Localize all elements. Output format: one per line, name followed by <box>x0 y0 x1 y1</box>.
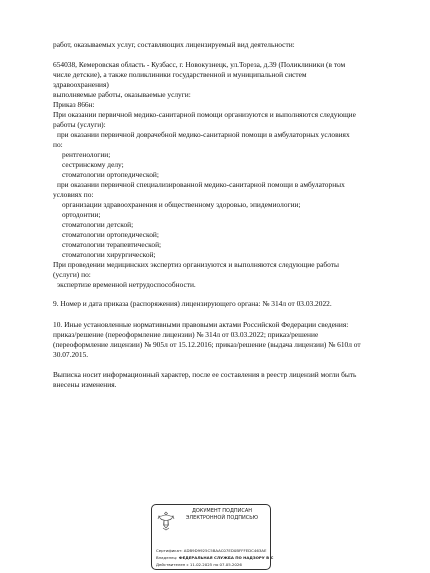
stamp-title-line: ЭЛЕКТРОННОЙ ПОДПИСЬЮ <box>185 514 259 521</box>
stamp-owner <box>156 555 273 560</box>
stamp-validity: Действителен с 11.02.2025 по 07.05.2026 <box>156 562 242 567</box>
body-line: работы (услуги): <box>53 120 106 129</box>
list-item: рентгенологии; <box>62 150 111 159</box>
list-item: стоматологии ортопедической; <box>62 230 159 239</box>
stamp-title <box>176 508 268 521</box>
list-item: ортодонтии; <box>62 210 101 219</box>
stamp-certificate <box>156 548 266 553</box>
body-line: при оказании первичной доврачебной медико-санитарной помощи в амбулаторных условиях <box>57 130 350 139</box>
list-item: сестринскому делу; <box>62 160 124 169</box>
body-line: При проведении медицинских экспертиз организуются и выполняются следующие работы <box>53 260 339 269</box>
list-item: экспертизе временной нетрудоспособности. <box>57 280 196 289</box>
list-item: организации здравоохранения и общественному здоровью, эпидемиологии; <box>62 200 301 209</box>
other-info-line: (переоформление лицензии) № 905л от 15.12.2016; приказ/решение (выдача лицензии) № 610л от <box>53 340 361 349</box>
works-heading: выполняемые работы, оказываемые услуги: <box>53 90 191 99</box>
body-line: При оказании первичной медико-санитарной помощи организуются и выполняются следующие <box>53 110 356 119</box>
owner-label: Владелец: <box>156 555 178 560</box>
disclaimer-line: внесены изменения. <box>53 380 117 389</box>
disclaimer-line: Выписка носит информационный характер, после ее составления в реестр лицензий могли быть <box>53 370 357 379</box>
owner-value: ФЕДЕРАЛЬНАЯ СЛУЖБА ПО НАДЗОРУ В С <box>178 555 274 560</box>
certificate-label: Сертификат: <box>156 548 183 553</box>
other-info-line: 10. Иные установленные нормативными правовыми актами Российской Федерации сведения: <box>53 320 349 329</box>
stamp-title-line: ДОКУМЕНТ ПОДПИСАН <box>191 508 253 514</box>
body-line: по: <box>53 140 63 149</box>
eagle-emblem-icon <box>157 510 175 532</box>
electronic-signature-stamp <box>151 504 274 570</box>
address-line: здравоохранения) <box>53 80 109 89</box>
body-line: (услуги) по: <box>53 270 91 279</box>
order-line: Приказ 866н: <box>53 100 95 109</box>
list-item: стоматологии ортопедической; <box>62 170 159 179</box>
address-line: числе детские), а также поликлиники государственной и муниципальной систем <box>53 70 307 79</box>
other-info-line: приказ/решение (переоформление лицензии) № 314л от 03.03.2022; приказ/решение <box>53 330 319 339</box>
list-item: стоматологии хирургической; <box>62 250 156 259</box>
other-info-line: 30.07.2015. <box>53 350 89 359</box>
body-line: при оказании первичной специализированной медико-санитарной помощи в амбулаторных <box>57 180 345 189</box>
certificate-value: ADB9D9925C5BAAC07ED0BFFFEDC463AE <box>183 548 267 553</box>
order-number-line: 9. Номер и дата приказа (распоряжения) лицензирующего органа: № 314л от 03.03.2022. <box>53 299 332 308</box>
address-line: 654038, Кемеровская область - Кузбасс, г. Новокузнецк, ул.Тореза, д.39 (Поликлиники (в том <box>53 60 346 69</box>
list-item: стоматологии детской; <box>62 220 134 229</box>
list-item: стоматологии терапевтической; <box>62 240 162 249</box>
body-line: условиях по: <box>53 190 94 199</box>
intro-line: работ, оказываемых услуг, составляющих лицензируемый вид деятельности: <box>53 40 295 49</box>
